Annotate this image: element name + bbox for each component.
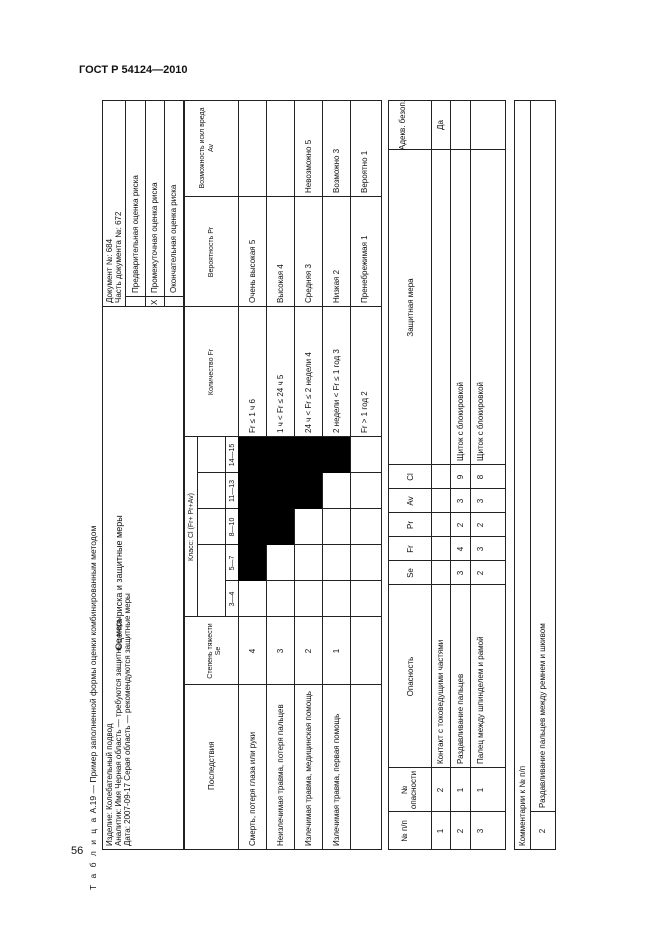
analytics-text: Аналитик: Имя Черная область — требуются защитные меры bbox=[114, 616, 123, 846]
severity-4: 1 bbox=[332, 648, 341, 654]
comment-text: Раздавливание пальцев между ремнем и шкивом bbox=[538, 623, 547, 808]
th-pr: Pr bbox=[406, 521, 415, 529]
section-title: Оценка риска и защитные меры bbox=[114, 515, 124, 650]
severity-2: 3 bbox=[276, 648, 285, 654]
doc-number: Документ №: 684 bbox=[105, 238, 114, 303]
hazard-3-se: 2 bbox=[476, 570, 485, 576]
th-hazard-no: № опасности bbox=[400, 770, 418, 810]
hazard-3-text: Палец между шпинделем и рамой bbox=[476, 636, 485, 764]
frequency-5: Fr > 1 год 2 bbox=[360, 391, 369, 433]
hazard-3-no: 3 bbox=[476, 828, 485, 834]
probability-4: Низкая 2 bbox=[332, 269, 341, 303]
hazard-2-av: 3 bbox=[456, 498, 465, 504]
hazard-3-av: 3 bbox=[476, 498, 485, 504]
col-frequency: Количество Fr bbox=[208, 348, 215, 396]
consequence-3: Излечимая травма, медицинская помощь bbox=[304, 691, 313, 846]
stage-mark-2: X bbox=[150, 299, 159, 305]
class-range-3: 8—10 bbox=[229, 517, 236, 537]
th-fr: Fr bbox=[406, 545, 415, 553]
hazard-2-se: 3 bbox=[456, 570, 465, 576]
hazard-1-no: 1 bbox=[436, 828, 445, 834]
consequence-4: Излечимая травма, первая помощь bbox=[332, 713, 341, 846]
hazard-2-pr: 2 bbox=[456, 522, 465, 528]
th-safe: Адекв. безоп. bbox=[398, 100, 407, 150]
col-avoid: Возможность искл вреда Av bbox=[199, 107, 215, 189]
hazard-3-fr: 3 bbox=[476, 546, 485, 552]
comment-no: 2 bbox=[538, 828, 547, 834]
comments-label: Комментарии к № п/п bbox=[518, 765, 527, 846]
hazard-2-fr: 4 bbox=[456, 546, 465, 552]
th-cl: Cl bbox=[406, 473, 415, 481]
class-range-4: 11—13 bbox=[229, 479, 236, 503]
th-hazard: Опасность bbox=[406, 656, 415, 697]
frequency-1: Fr ≤ 1 ч 6 bbox=[248, 399, 257, 433]
rotated-table-area bbox=[88, 90, 628, 890]
class-range-5: 14—15 bbox=[229, 443, 236, 467]
class-range-2: 5—7 bbox=[229, 555, 236, 571]
hazard-2-measure: Щиток с блокировкой bbox=[456, 382, 465, 461]
hazard-2-hazard-no: 1 bbox=[456, 787, 465, 793]
avoid-3: Невозможно 5 bbox=[304, 139, 313, 193]
frequency-3: 24 ч < Fr ≤ 2 недели 4 bbox=[304, 352, 313, 433]
stage-label-3: Окончательная оценка риска bbox=[169, 184, 178, 293]
col-severity: Степень тяжести Se bbox=[207, 623, 222, 679]
probability-2: Высокая 4 bbox=[276, 264, 285, 303]
hazard-2-text: Раздавливание пальцев bbox=[456, 673, 465, 764]
col-class: Класс: Cl (Fr+ Pr+Av) bbox=[188, 493, 195, 561]
table-caption bbox=[88, 526, 98, 890]
hazard-2-cl: 9 bbox=[456, 474, 465, 480]
th-measure: Защитная мера bbox=[406, 278, 415, 337]
hazard-3-measure: Щиток с блокировкой bbox=[476, 382, 485, 461]
frequency-2: 1 ч < Fr ≤ 24 ч 5 bbox=[276, 374, 285, 433]
consequence-2: Неизлечимая травма, потеря пальцев bbox=[276, 704, 285, 846]
hazard-1-safe: Да bbox=[436, 120, 445, 130]
hazard-3-cl: 8 bbox=[476, 474, 485, 480]
consequence-1: Смерть, потеря глаза или руки bbox=[248, 731, 257, 846]
page-number: 56 bbox=[71, 845, 84, 857]
probability-3: Средняя 3 bbox=[304, 264, 313, 303]
avoid-5: Вероятно 1 bbox=[360, 150, 369, 193]
product-text: Изделие: Колебательный подвод bbox=[105, 723, 114, 846]
avoid-4: Возможно 3 bbox=[332, 148, 341, 193]
col-probability: Вероятность Pr bbox=[208, 226, 215, 278]
hazard-3-pr: 2 bbox=[476, 522, 485, 528]
caption-prefix: Т а б л и ц а bbox=[88, 815, 98, 890]
col-consequences: Последствия bbox=[207, 741, 216, 790]
date-text: Дата: 2007-09-17 Серая область — рекомендуются защитные меры bbox=[123, 593, 132, 846]
severity-3: 2 bbox=[304, 648, 313, 654]
hazard-2-no: 2 bbox=[456, 828, 465, 834]
th-no: № п/п bbox=[400, 820, 409, 842]
doc-part: Часть документа №: 672 bbox=[114, 211, 123, 303]
probability-5: Пренебрежимая 1 bbox=[360, 235, 369, 303]
comments-block bbox=[514, 100, 556, 850]
frequency-4: 2 недели < Fr ≤ 1 год 3 bbox=[332, 349, 341, 433]
caption-text: А.19 — Пример заполненной формы оценки комбинированным методом bbox=[88, 525, 98, 814]
severity-1: 4 bbox=[248, 648, 257, 654]
th-se: Se bbox=[406, 568, 415, 578]
class-range-1: 3—4 bbox=[229, 591, 236, 607]
probability-1: Очень высокая 5 bbox=[248, 239, 257, 303]
hazard-3-hazard-no: 1 bbox=[476, 787, 485, 793]
page-header: ГОСТ Р 54124—2010 bbox=[79, 64, 188, 76]
stage-label-1: Предварительная оценка риска bbox=[131, 175, 140, 293]
hazard-1-hazard-no: 2 bbox=[436, 787, 445, 793]
hazard-1-text: Контакт с токоведущими частями bbox=[436, 639, 445, 764]
stage-label-2: Промежуточная оценка риска bbox=[150, 182, 159, 293]
th-av: Av bbox=[406, 496, 415, 506]
